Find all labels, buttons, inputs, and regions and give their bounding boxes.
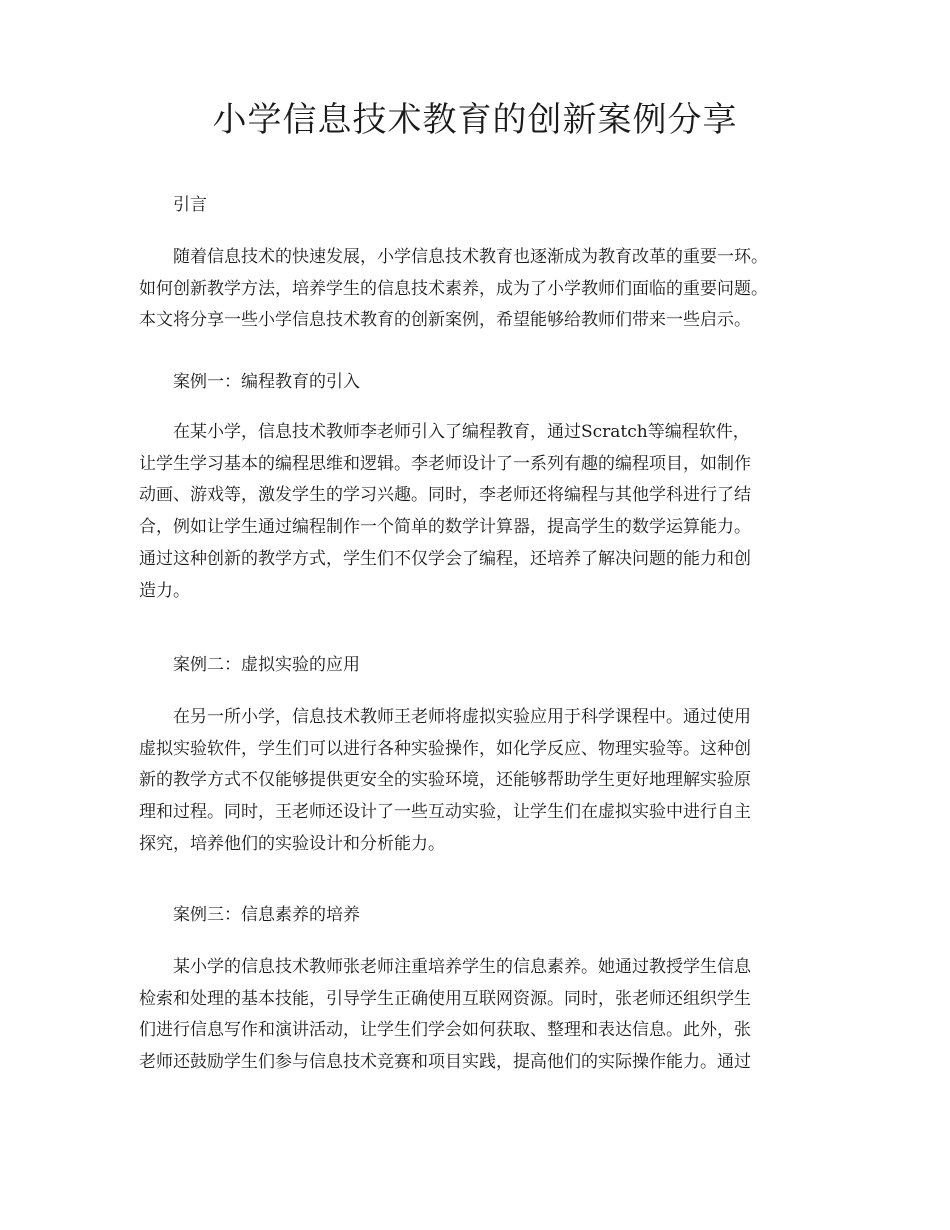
paragraph-intro bbox=[139, 242, 829, 337]
paragraph-line: 让学生学习基本的编程思维和逻辑。李老师设计了一系列有趣的编程项目，如制作 bbox=[139, 453, 751, 474]
document-title: 小学信息技术教育的创新案例分享 bbox=[212, 100, 738, 140]
paragraph-line: 造力。 bbox=[139, 580, 190, 601]
paragraph-line: 们进行信息写作和演讲活动，让学生们学会如何获取、整理和表达信息。此外，张 bbox=[139, 1020, 751, 1041]
paragraph-case-1 bbox=[139, 417, 829, 607]
paragraph-line: 老师还鼓励学生们参与信息技术竞赛和项目实践，提高他们的实际操作能力。通过 bbox=[139, 1052, 751, 1073]
paragraph-line: 本文将分享一些小学信息技术教育的创新案例，希望能够给教师们带来一些启示。 bbox=[139, 310, 751, 331]
paragraph-line: 检索和处理的基本技能，引导学生正确使用互联网资源。同时，张老师还组织学生 bbox=[139, 988, 751, 1009]
paragraph-line: 虚拟实验软件，学生们可以进行各种实验操作，如化学反应、物理实验等。这种创 bbox=[139, 738, 751, 759]
paragraph-line: 通过这种创新的教学方式，学生们不仅学会了编程，还培养了解决问题的能力和创 bbox=[139, 548, 751, 569]
section-heading-intro: 引言 bbox=[173, 195, 207, 215]
paragraph-line: 在某小学，信息技术教师李老师引入了编程教育，通过Scratch等编程软件， bbox=[173, 422, 750, 442]
paragraph-line: 随着信息技术的快速发展，小学信息技术教育也逐渐成为教育改革的重要一环。 bbox=[173, 247, 768, 267]
paragraph-case-2 bbox=[139, 702, 829, 861]
paragraph-line: 如何创新教学方法，培养学生的信息技术素养，成为了小学教师们面临的重要问题。 bbox=[139, 278, 768, 299]
paragraph-line: 某小学的信息技术教师张老师注重培养学生的信息素养。她通过教授学生信息 bbox=[173, 957, 751, 977]
section-heading-case-3: 案例三：信息素养的培养 bbox=[173, 905, 360, 925]
section-heading-case-1: 案例一：编程教育的引入 bbox=[173, 372, 360, 392]
paragraph-case-3 bbox=[139, 952, 829, 1079]
paragraph-line: 动画、游戏等，激发学生的学习兴趣。同时，李老师还将编程与其他学科进行了结 bbox=[139, 485, 751, 506]
paragraph-line: 合，例如让学生通过编程制作一个简单的数学计算器，提高学生的数学运算能力。 bbox=[139, 517, 751, 538]
section-heading-case-2: 案例二：虚拟实验的应用 bbox=[173, 655, 360, 675]
paragraph-line: 新的教学方式不仅能够提供更安全的实验环境，还能够帮助学生更好地理解实验原 bbox=[139, 770, 751, 791]
paragraph-line: 理和过程。同时，王老师还设计了一些互动实验，让学生们在虚拟实验中进行自主 bbox=[139, 802, 751, 823]
paragraph-line: 探究，培养他们的实验设计和分析能力。 bbox=[139, 833, 445, 854]
paragraph-line: 在另一所小学，信息技术教师王老师将虚拟实验应用于科学课程中。通过使用 bbox=[173, 707, 751, 727]
